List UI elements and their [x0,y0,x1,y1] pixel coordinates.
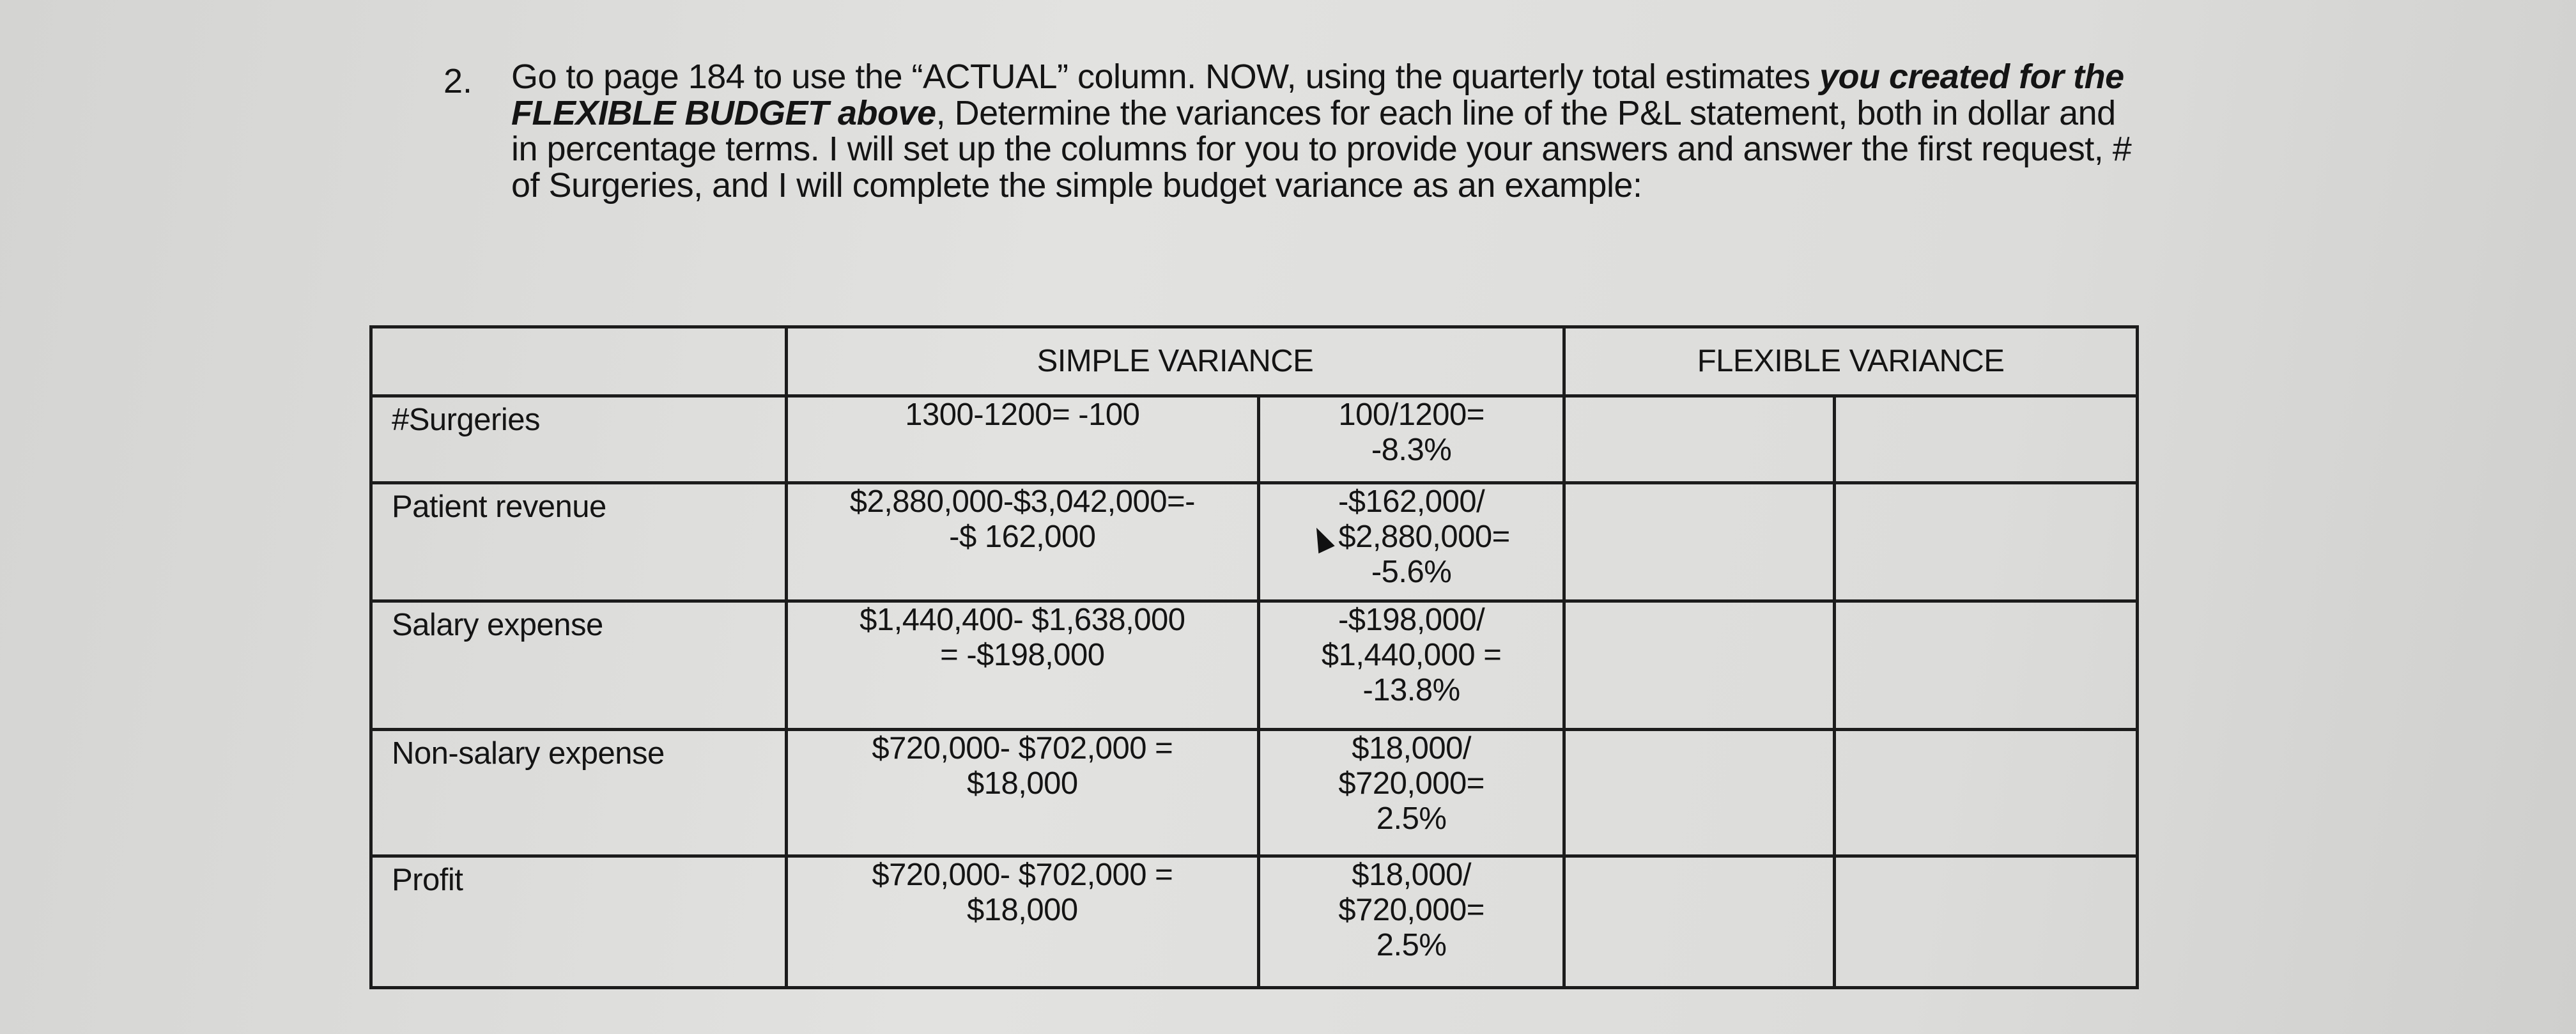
simple-variance-header: SIMPLE VARIANCE [786,327,1564,396]
row-label: Profit [371,856,787,988]
flexible-variance-header: FLEXIBLE VARIANCE [1564,327,2138,396]
simple-dollar-cell [786,601,1258,730]
cell-line: $720,000- $702,000 = [872,858,1173,892]
cell-line: $720,000= [1338,893,1485,927]
question-text-end: , Determine the variances for each line of the P&L statement, both in dollar and in percentage terms. I will set up the columns for you to provide your answers and answer the first request, # of Surgeries, and I will complete the simple budget variance as an example: [511,93,2132,204]
cell-line: $1,440,000 = [1321,638,1502,672]
cell-line: $2,880,000-$3,042,000=- [849,484,1195,519]
cell-line: -8.3% [1371,433,1452,467]
simple-dollar-cell [786,396,1258,483]
cell-line: 2.5% [1376,801,1447,836]
cell-line: -13.8% [1362,673,1460,707]
row-label: Salary expense [371,601,787,730]
cell-line: $18,000 [967,766,1078,801]
cell-line: $720,000= [1338,766,1485,801]
flexible-percent-cell[interactable] [1835,856,2138,988]
variance-table [369,325,2139,989]
question-text [511,59,2147,203]
cell-line: 100/1200= [1338,397,1485,432]
flexible-percent-cell[interactable] [1835,601,2138,730]
cell-line: 1300-1200= -100 [905,397,1140,432]
cell-line: $18,000/ [1352,731,1471,766]
flexible-dollar-cell[interactable] [1564,483,1835,601]
simple-percent-cell [1258,730,1564,856]
cell-line: -5.6% [1371,555,1452,589]
cell-line: $720,000- $702,000 = [872,731,1173,766]
table-row [371,396,2138,483]
question-emphasis: you created for the FLEXIBLE BUDGET above [511,58,2124,132]
header-blank-cell [371,327,787,396]
simple-dollar-cell [786,483,1258,601]
flexible-percent-cell[interactable] [1835,730,2138,856]
simple-percent-cell [1258,483,1564,601]
row-label: #Surgeries [371,396,787,483]
cell-line: = -$198,000 [940,638,1105,672]
flexible-dollar-cell[interactable] [1564,601,1835,730]
flexible-dollar-cell[interactable] [1564,856,1835,988]
cell-line: $2,880,000= [1338,520,1510,554]
cell-line: -$198,000/ [1338,603,1485,637]
simple-percent-cell [1258,601,1564,730]
question-text-start: Go to page 184 to use the “ACTUAL” column. NOW, using the quarterly total estimates [511,58,1819,96]
simple-percent-cell [1258,856,1564,988]
flexible-dollar-cell[interactable] [1564,396,1835,483]
table-row [371,856,2138,988]
cell-line: $18,000/ [1352,858,1471,892]
flexible-percent-cell[interactable] [1835,483,2138,601]
cell-line: $18,000 [967,893,1078,927]
question-number: 2. [443,62,473,100]
row-label: Non-salary expense [371,730,787,856]
simple-percent-cell [1258,396,1564,483]
table-row [371,483,2138,601]
flexible-percent-cell[interactable] [1835,396,2138,483]
cell-line: -$162,000/ [1338,484,1485,519]
cell-line: -$ 162,000 [949,520,1096,554]
cell-line: 2.5% [1376,928,1447,962]
row-label: Patient revenue [371,483,787,601]
cell-line: $1,440,400- $1,638,000 [860,603,1185,637]
simple-dollar-cell [786,730,1258,856]
header-row [371,327,2138,396]
mouse-pointer-icon [1309,524,1335,553]
flexible-dollar-cell[interactable] [1564,730,1835,856]
simple-dollar-cell [786,856,1258,988]
table-row [371,601,2138,730]
table-row [371,730,2138,856]
